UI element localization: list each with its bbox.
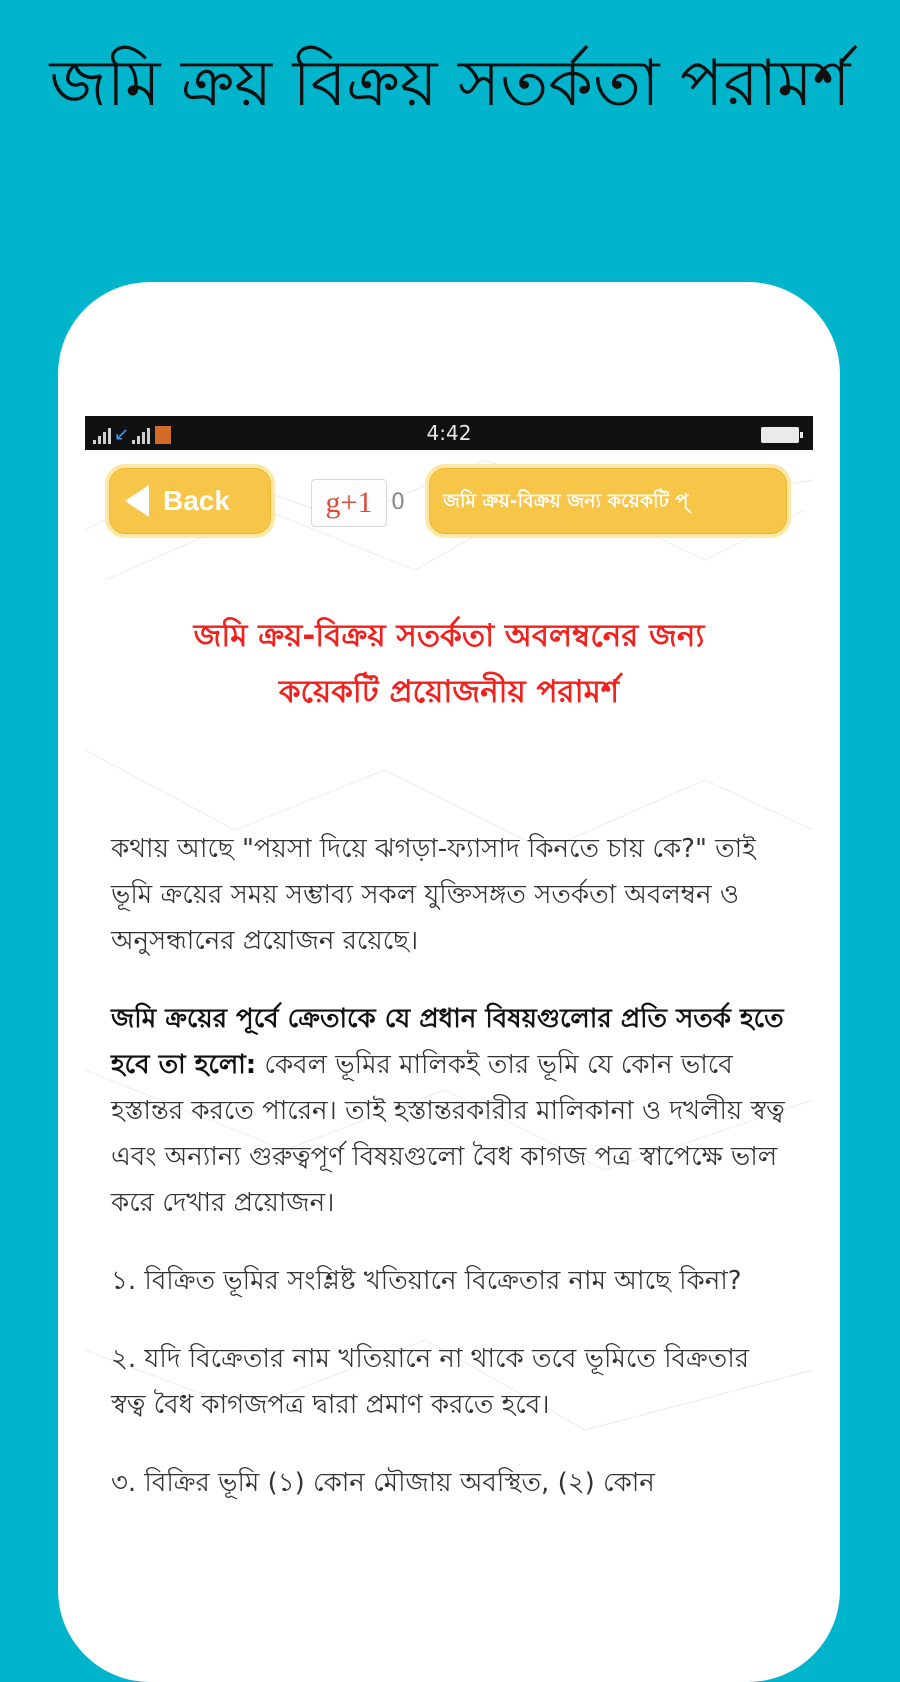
article-nav-button[interactable]: জমি ক্রয়-বিক্রয় জন্য কয়েকটি প্	[425, 464, 791, 538]
list-item-3: ৩. বিক্রির ভূমি (১) কোন মৌজায় অবস্থিত, (২) কোন	[111, 1468, 655, 1498]
back-button-label: Back	[163, 485, 230, 516]
paragraph-main-rest: কেবল ভূমির মালিকই তার ভূমি যে কোন ভাবে হস্তান্তর করতে পারেন। তাই হস্তান্তরকারীর মালিকানা ও দখলীয় স্বত্ব এবং অন্যান্য গুরুত্বপূর্ণ বিষয়গুলো বৈধ কাগজ পত্র স্বাপেক্ষে ভাল করে দেখার প্রয়োজন।	[111, 1050, 785, 1218]
back-button[interactable]	[105, 464, 275, 538]
promo-title: জমি ক্রয় বিক্রয় সতর্কতা পরামর্শ	[49, 47, 851, 121]
paragraph-main-bold: জমি ক্রয়ের পূর্বে ক্রেতাকে যে প্রধান বিষয়গুলোর প্রতি সতর্ক হতে হবে তা হলো:	[111, 1004, 784, 1080]
status-time: 4:42	[426, 421, 472, 445]
article-title-line-2: কয়েকটি প্রয়োজনীয় পরামর্শ	[278, 674, 620, 710]
article-title-line-1: জমি ক্রয়-বিক্রয় সতর্কতা অবলম্বনের জন্য	[193, 618, 705, 654]
battery-icon	[761, 427, 799, 443]
paragraph-main	[111, 996, 791, 1226]
data-arrow-icon: ↙	[114, 424, 130, 445]
back-arrow-icon	[125, 485, 149, 517]
status-bar	[85, 416, 813, 450]
paragraph-intro: কথায় আছে "পয়সা দিয়ে ঝগড়া-ফ্যাসাদ কিনতে চায় কে?" তাই ভূমি ক্রয়ের সময় সম্ভাব্য সকল যুক্তিসঙ্গত সতর্কতা অবলম্বন ও অনুসন্ধানের প্রয়োজন রয়েছে।	[111, 834, 756, 956]
app-screen	[85, 416, 813, 1600]
list-item-2: ২. যদি বিক্রেতার নাম খতিয়ানে না থাকে তবে ভূমিতে বিক্রতার স্বত্ব বৈধ কাগজপত্র দ্বারা প্রমাণ করতে হবে।	[111, 1344, 750, 1420]
toolbar	[85, 464, 813, 542]
article-body	[111, 826, 791, 1538]
article-title	[85, 608, 813, 720]
list-item-1: ১. বিক্রিত ভূমির সংশ্লিষ্ট খতিয়ানে বিক্রেতার নাম আছে কিনা?	[111, 1266, 742, 1296]
gplus-count: 0	[391, 490, 405, 515]
gplus-button[interactable]: g+1	[311, 479, 387, 527]
